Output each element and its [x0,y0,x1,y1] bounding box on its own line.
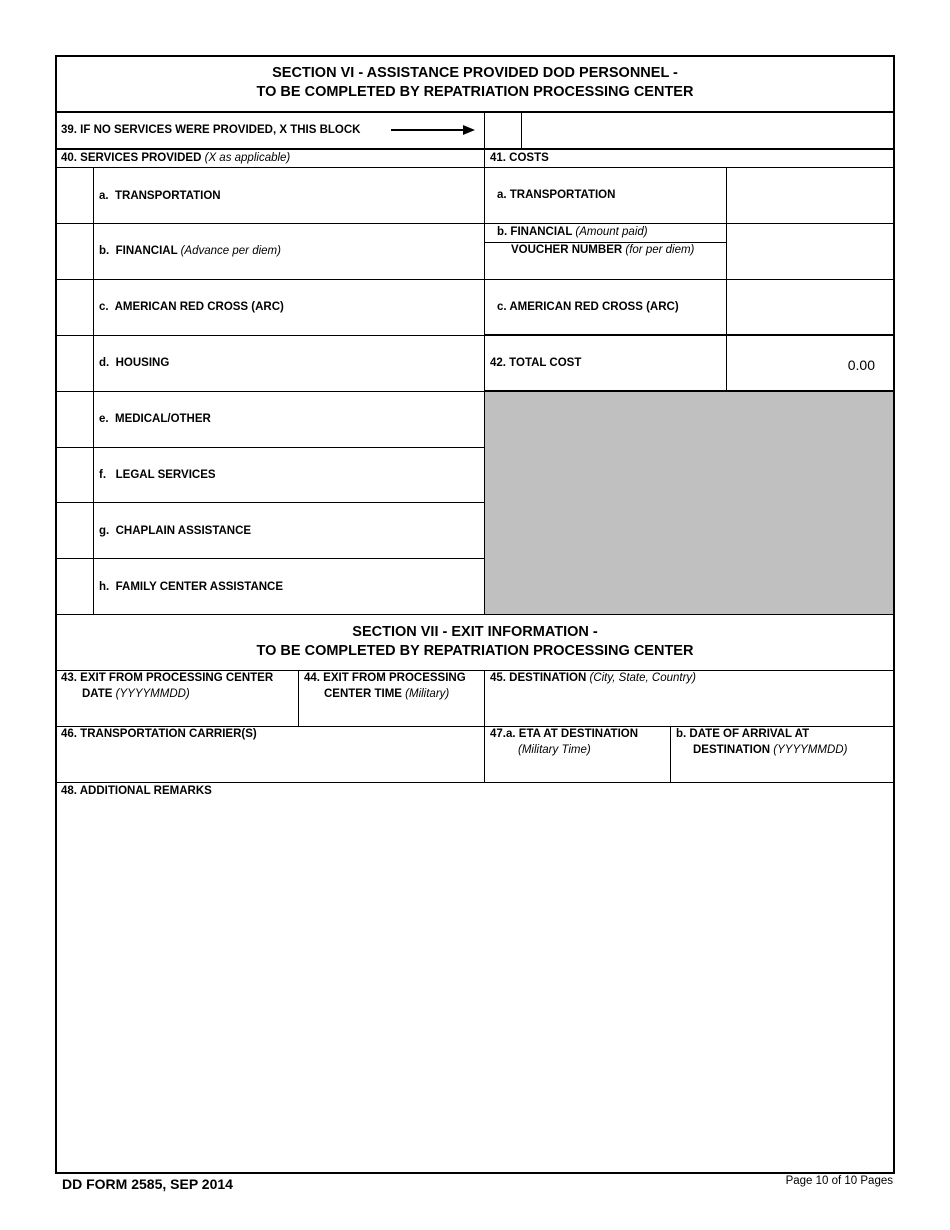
section-7-title-line1: SECTION VII - EXIT INFORMATION - [352,624,598,640]
divider [57,558,485,559]
item-47b-label [676,726,847,758]
item-44-line1: 44. EXIT FROM PROCESSING [304,672,466,684]
transportation-carrier-input[interactable] [58,744,483,781]
service-a-label [99,188,221,204]
cost-b-note: (Amount paid) [575,226,648,238]
item-47b-note: (YYYYMMDD) [773,744,848,756]
item-39-checkbox[interactable] [486,114,520,147]
item-44-line2 [304,686,466,702]
service-a-name: TRANSPORTATION [114,190,221,202]
item-41-label: 41. COSTS [490,152,549,164]
item-44-time: CENTER TIME [324,688,402,700]
service-g-letter: g. [99,525,110,537]
arrival-date-input[interactable] [672,760,891,781]
service-f-name: LEGAL SERVICES [115,469,216,481]
service-b-name: FINANCIAL [115,245,178,257]
cost-b-label [497,224,648,240]
divider [670,726,671,782]
cost-a-label: a. TRANSPORTATION [497,189,616,201]
item-48-label: 48. ADDITIONAL REMARKS [61,785,212,797]
item-45-note: (City, State, Country) [589,672,696,684]
service-h-letter: h. [99,581,110,593]
cost-a-input[interactable] [728,169,891,222]
voucher-number-title: VOUCHER NUMBER [511,244,623,256]
additional-remarks-textarea[interactable] [58,800,891,1170]
divider [57,223,485,224]
service-c-checkbox[interactable] [58,281,92,334]
service-h-checkbox[interactable] [58,560,92,613]
item-45-label [490,670,696,686]
service-b-label [99,243,281,259]
item-43-line1: 43. EXIT FROM PROCESSING CENTER [61,672,274,684]
service-f-label [99,467,216,483]
item-39-field[interactable] [523,114,891,147]
service-d-name: HOUSING [115,357,170,369]
exit-time-input[interactable] [300,703,483,725]
section-6-title-line1: SECTION VI - ASSISTANCE PROVIDED DOD PERSONNEL - [272,65,678,81]
item-47a-label [490,726,638,758]
service-b-letter: b. [99,245,110,257]
service-c-label [99,299,284,315]
section-6-title [57,64,893,102]
service-b-note: (Advance per diem) [180,245,281,257]
service-d-letter: d. [99,357,110,369]
service-d-label [99,355,169,371]
divider [484,334,893,336]
divider [521,112,522,148]
divider [57,614,893,615]
cost-c-input[interactable] [728,281,891,333]
divider [57,447,485,448]
divider [298,670,299,726]
total-cost-value[interactable]: 0.00 [847,357,875,373]
divider [57,279,485,280]
destination-input[interactable] [486,688,891,725]
eta-input[interactable] [486,760,669,781]
divider [57,391,485,392]
divider [57,111,893,113]
item-43-line2 [61,686,273,702]
service-a-letter: a. [99,190,109,202]
service-e-name: MEDICAL/OTHER [114,413,211,425]
cost-c-label: c. AMERICAN RED CROSS (ARC) [497,301,679,313]
service-e-letter: e. [99,413,109,425]
item-40-label [61,150,290,166]
divider [484,279,893,280]
item-47a-note: (Military Time) [518,744,591,756]
divider [57,167,893,168]
cost-b-title: b. FINANCIAL [497,226,573,238]
divider [57,335,485,336]
item-46-label: 46. TRANSPORTATION CARRIER(S) [61,728,257,740]
service-f-letter: f. [99,469,107,481]
divider [484,112,485,148]
item-47a-title: 47.a. ETA AT DESTINATION [490,728,639,740]
voucher-number-input[interactable] [486,258,725,278]
voucher-number-label [511,242,694,258]
item-43-date: DATE [82,688,113,700]
item-40-title: 40. SERVICES PROVIDED [61,152,202,164]
page-number: Page 10 of 10 Pages [785,1175,893,1187]
voucher-number-note: (for per diem) [625,244,695,256]
item-47b-destination: DESTINATION [693,744,771,756]
section-6-title-line2: TO BE COMPLETED BY REPATRIATION PROCESSING CENTER [256,84,694,100]
service-g-checkbox[interactable] [58,504,92,557]
arrow-right-icon [391,125,475,135]
service-c-letter: c. [99,301,109,313]
service-c-name: AMERICAN RED CROSS (ARC) [114,301,284,313]
service-g-label [99,523,251,539]
service-a-checkbox[interactable] [58,169,92,222]
service-h-name: FAMILY CENTER ASSISTANCE [115,581,284,593]
section-7-title [57,623,893,661]
exit-date-input[interactable] [58,703,297,725]
service-d-checkbox[interactable] [58,337,92,390]
item-45-title: 45. DESTINATION [490,672,587,684]
service-g-name: CHAPLAIN ASSISTANCE [115,525,252,537]
item-43-note: (YYYYMMDD) [115,688,190,700]
divider [57,502,485,503]
item-47b-line2 [676,742,847,758]
service-e-label [99,411,211,427]
service-h-label [99,579,283,595]
cost-b-input[interactable] [728,225,891,278]
item-43-label [61,670,273,702]
item-47b-line1: b. DATE OF ARRIVAL AT [676,728,810,740]
service-e-checkbox[interactable] [58,393,92,446]
item-42-label: 42. TOTAL COST [490,357,582,369]
item-44-note: (Military) [405,688,450,700]
shaded-area [485,392,893,614]
service-b-checkbox[interactable] [58,225,92,278]
item-44-label [304,670,466,702]
section-7-title-line2: TO BE COMPLETED BY REPATRIATION PROCESSING CENTER [256,643,694,659]
service-f-checkbox[interactable] [58,449,92,501]
item-40-note: (X as applicable) [204,152,291,164]
item-39-label: 39. IF NO SERVICES WERE PROVIDED, X THIS BLOCK [61,124,361,136]
form-number: DD FORM 2585, SEP 2014 [62,1176,233,1192]
